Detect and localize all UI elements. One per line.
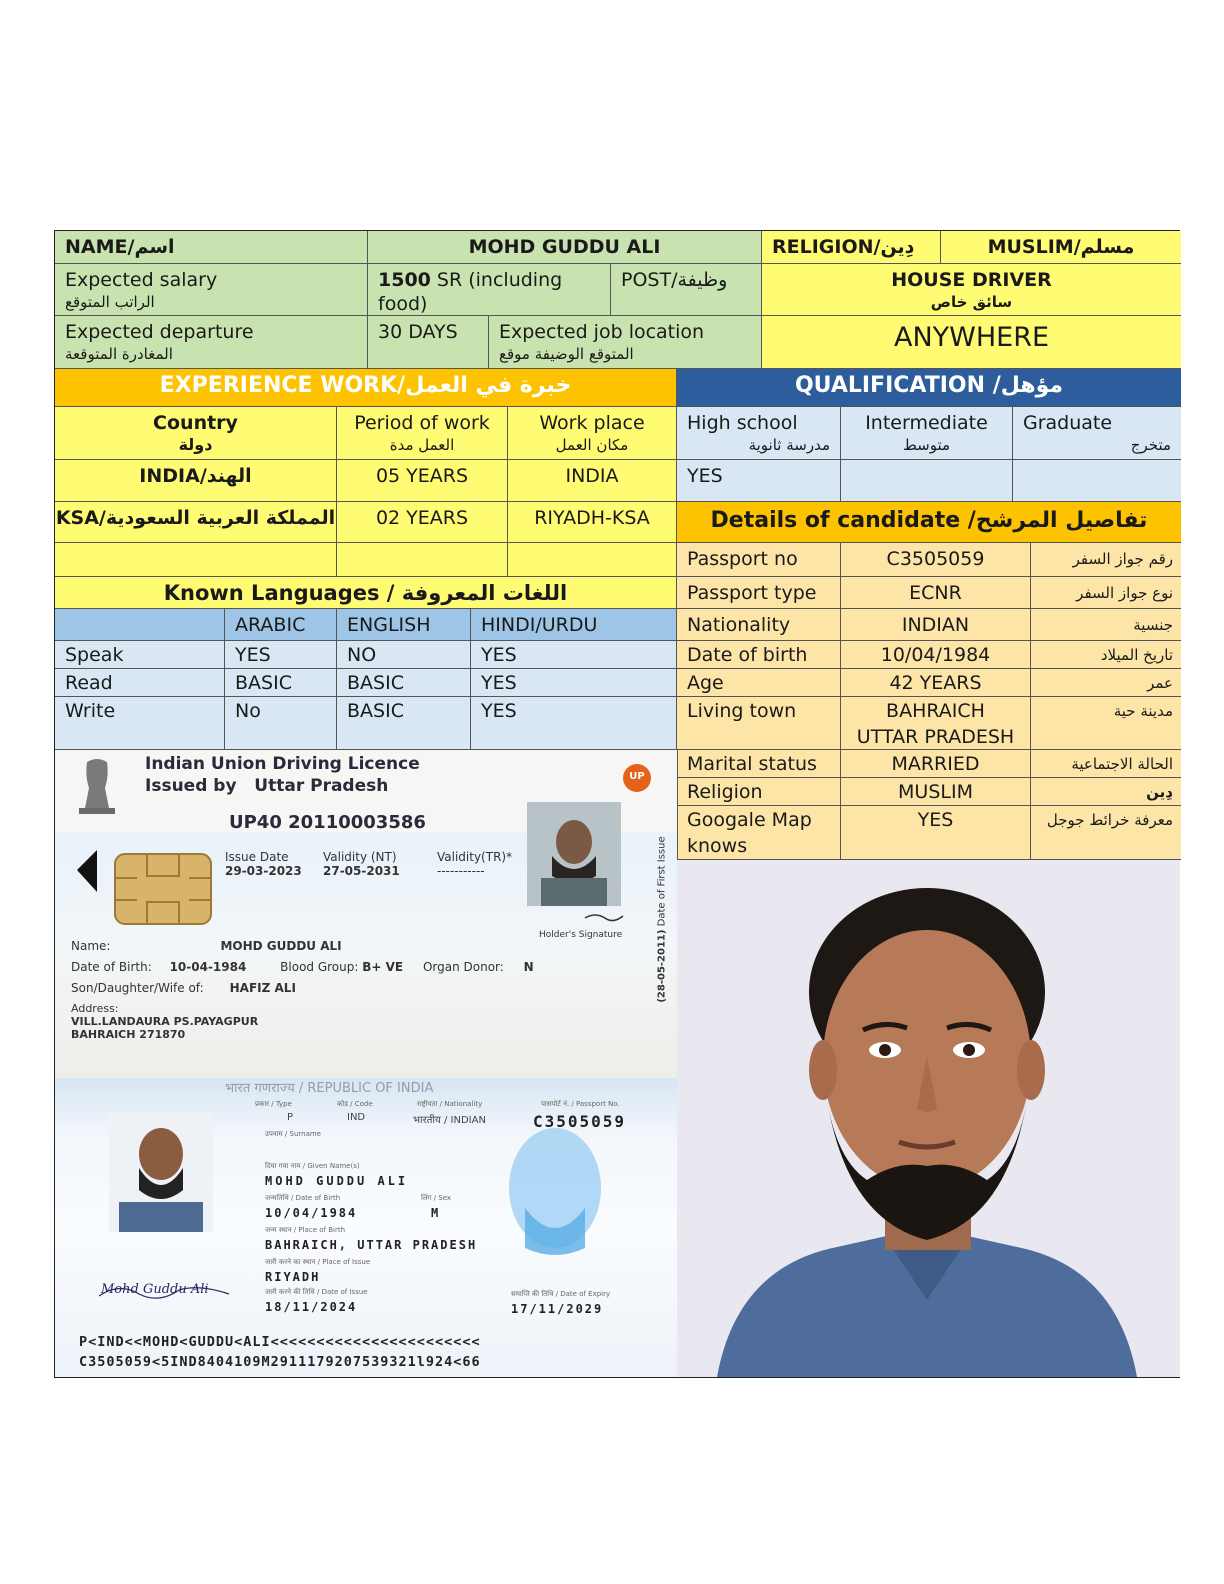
col-place-en: Work place <box>539 412 645 434</box>
licence-first-issue-value: (28-05-2011) <box>656 929 668 1003</box>
detail-town-value-line1: BAHRAICH <box>886 700 985 722</box>
exp-row3-period <box>337 543 508 577</box>
passport-surname-label: उपनाम / Surname <box>265 1130 321 1138</box>
col-period <box>337 407 508 460</box>
passport-pob-value: BAHRAICH, UTTAR PRADESH <box>265 1238 478 1252</box>
licence-relation-value: HAFIZ ALI <box>229 981 296 995</box>
lang-speak-label: Speak <box>55 641 225 669</box>
qual-graduate-value <box>1013 460 1181 502</box>
detail-map-label-line1: Googale Map <box>687 809 812 831</box>
detail-passport-no-value: C3505059 <box>841 543 1031 577</box>
passport-no-value: C3505059 <box>533 1112 627 1131</box>
licence-validity-nt-label: Validity (NT) <box>323 850 397 864</box>
passport-signature: Mohd Guddu Ali <box>101 1282 209 1297</box>
detail-town-ar: مدينة حية <box>1031 697 1181 750</box>
lang-speak-arabic: YES <box>225 641 337 669</box>
detail-nationality-ar: جنسية <box>1031 609 1181 641</box>
licence-fields <box>71 936 534 999</box>
col-place <box>508 407 677 460</box>
licence-first-issue <box>655 834 669 1018</box>
location-label-ar: المتوقع الوضيفة موقع <box>499 345 634 363</box>
passport-doi-label: जारी करने की तिथि / Date of Issue <box>265 1288 368 1296</box>
arrow-icon <box>77 850 97 892</box>
detail-religion-ar: دِين <box>1031 778 1181 806</box>
detail-religion-label: Religion <box>677 778 841 806</box>
detail-town-label: Living town <box>677 697 841 750</box>
licence-title1: Indian Union Driving Licence <box>145 754 420 774</box>
passport-nationality-value: भारतीय / INDIAN <box>413 1115 486 1126</box>
licence-relation-label: Son/Daughter/Wife of: <box>71 981 204 995</box>
passport-sex-value: M <box>431 1206 439 1220</box>
qual-highschool-ar: مدرسة ثانوية <box>748 436 830 454</box>
salary-value <box>368 264 611 316</box>
exp-row1-place: INDIA <box>508 460 677 502</box>
qual-intermediate-ar: متوسط <box>902 436 951 454</box>
exp-row3-place <box>508 543 677 577</box>
candidate-sheet <box>54 230 1180 1378</box>
licence-dob-label: Date of Birth: <box>71 960 152 974</box>
detail-passport-no-label: Passport no <box>677 543 841 577</box>
licence-title2: Issued by Uttar Pradesh <box>145 776 389 796</box>
salary-label-ar: الراتب المتوقع <box>65 293 155 311</box>
detail-map-label <box>677 806 841 860</box>
col-country-ar: دولة <box>178 435 213 454</box>
lang-header-arabic: ARABIC <box>225 609 337 641</box>
details-title: Details of candidate /تفاصيل المرشح <box>677 502 1181 543</box>
detail-passport-type-label: Passport type <box>677 577 841 609</box>
salary-amount: 1500 <box>378 269 431 291</box>
detail-passport-no-ar: رقم جواز السفر <box>1031 543 1181 577</box>
licence-blood-value: B+ VE <box>362 960 404 974</box>
departure-label: Expected departure <box>65 321 254 343</box>
detail-marital-value: MARRIED <box>841 750 1031 778</box>
passport-mrz2: C3505059<5IND8404109M2911179207539321l924<66 <box>79 1354 481 1370</box>
detail-nationality-label: Nationality <box>677 609 841 641</box>
religion-value: MUSLIM/مسلم <box>941 231 1181 264</box>
lang-read-hindi: YES <box>471 669 677 697</box>
passport-dob-label: जन्मतिथि / Date of Birth <box>265 1194 341 1202</box>
lang-write-arabic: No <box>225 697 337 750</box>
licence-validity-nt-value: 27-05-2031 <box>323 864 400 878</box>
detail-dob-ar: تاريخ الميلاد <box>1031 641 1181 669</box>
passport-image <box>55 1078 678 1377</box>
passport-code-value: IND <box>347 1112 366 1123</box>
detail-age-ar: عمر <box>1031 669 1181 697</box>
name-label: NAME/اسم <box>55 231 368 264</box>
detail-age-label: Age <box>677 669 841 697</box>
qual-graduate <box>1013 407 1181 460</box>
licence-holder-sig: Holder's Signature <box>539 930 623 940</box>
lang-header-blank <box>55 609 225 641</box>
licence-issue <box>225 850 302 878</box>
exp-row2-country: KSA/المملكة العربية السعودية <box>55 502 337 543</box>
lang-read-english: BASIC <box>337 669 471 697</box>
location-label: Expected job location <box>499 321 705 343</box>
qual-graduate-ar: متخرج <box>1130 436 1171 454</box>
passport-doe-value: 17/11/2029 <box>511 1302 604 1316</box>
exp-row1-period: 05 YEARS <box>337 460 508 502</box>
detail-age-value: 42 YEARS <box>841 669 1031 697</box>
col-period-ar: العمل مدة <box>389 436 455 454</box>
post-value-ar: سائق خاص <box>930 293 1013 311</box>
detail-marital-ar: الحالة الاجتماعية <box>1031 750 1181 778</box>
detail-dob-value: 10/04/1984 <box>841 641 1031 669</box>
licence-donor-value: N <box>523 960 534 974</box>
departure-label-ar: المغادرة المتوقعة <box>65 345 173 363</box>
location-label-cell <box>489 316 762 369</box>
detail-religion-value: MUSLIM <box>841 778 1031 806</box>
passport-no-label: पासपोर्ट नं. / Passport No. <box>541 1100 620 1108</box>
passport-sex-label: लिंग / Sex <box>421 1194 452 1202</box>
passport-given-label: दिया गया नाम / Given Name(s) <box>265 1162 360 1170</box>
passport-type-value: P <box>287 1112 294 1123</box>
licence-name-value: MOHD GUDDU ALI <box>220 939 342 953</box>
qual-intermediate <box>841 407 1013 460</box>
licence-issue-value: 29-03-2023 <box>225 864 302 878</box>
location-value: ANYWHERE <box>762 316 1181 369</box>
col-place-ar: مكان العمل <box>555 436 629 454</box>
detail-marital-label: Marital status <box>677 750 841 778</box>
licence-dob-value: 10-04-1984 <box>169 960 247 974</box>
licence-issue-label: Issue Date <box>225 850 289 864</box>
exp-row1-country: INDIA/الهند <box>55 460 337 502</box>
licence-address <box>71 1002 258 1041</box>
licence-validity-nt <box>323 850 400 878</box>
lang-read-arabic: BASIC <box>225 669 337 697</box>
licence-validity-tr <box>437 850 512 878</box>
qual-intermediate-en: Intermediate <box>865 412 988 434</box>
passport-nationality-label: राष्ट्रीयता / Nationality <box>417 1100 483 1108</box>
chip-icon <box>115 854 211 924</box>
detail-town-value-line2: UTTAR PRADESH <box>856 726 1015 748</box>
lang-speak-english: NO <box>337 641 471 669</box>
passport-mrz1: P<IND<<MOHD<GUDDU<ALI<<<<<<<<<<<<<<<<<<<<<<< <box>79 1334 481 1350</box>
lang-write-hindi: YES <box>471 697 677 750</box>
passport-pob-label: जन्म स्थान / Place of Birth <box>265 1226 346 1234</box>
passport-code-label: कोड / Code <box>337 1100 373 1108</box>
salary-note: SR (including food) <box>378 269 563 315</box>
passport-doi-value: 18/11/2024 <box>265 1300 358 1314</box>
licence-donor-label: Organ Donor: <box>422 960 504 974</box>
post-value-cell <box>762 264 1181 316</box>
passport-banner: भारत गणराज्य / REPUBLIC OF INDIA <box>225 1081 434 1096</box>
candidate-portrait <box>677 860 1180 1377</box>
religion-label: RELIGION/دِين <box>762 231 941 264</box>
qual-highschool-value: YES <box>677 460 841 502</box>
exp-row3-country <box>55 543 337 577</box>
detail-passport-type-ar: نوع جواز السفر <box>1031 577 1181 609</box>
passport-poi-value: RIYADH <box>265 1270 321 1284</box>
col-period-en: Period of work <box>354 412 490 434</box>
detail-map-label-line2: knows <box>687 835 748 857</box>
licence-validity-tr-value: ----------- <box>437 864 485 878</box>
licence-address-line1: VILL.LANDAURA PS.PAYAGPUR <box>71 1015 259 1028</box>
experience-title: EXPERIENCE WORK/خبرة في العمل <box>55 369 677 407</box>
licence-number: UP40 20110003586 <box>229 812 426 833</box>
departure-label-cell <box>55 316 368 369</box>
col-country-en: Country <box>153 412 238 434</box>
post-value: HOUSE DRIVER <box>891 269 1052 291</box>
lang-speak-hindi: YES <box>471 641 677 669</box>
licence-blood-label: Blood Group: <box>280 960 359 974</box>
qual-graduate-en: Graduate <box>1023 412 1113 434</box>
passport-doe-label: समाप्ति की तिथि / Date of Expiry <box>511 1290 611 1298</box>
passport-poi-label: जारी करने का स्थान / Place of Issue <box>265 1258 371 1266</box>
lang-write-english: BASIC <box>337 697 471 750</box>
passport-dob-value: 10/04/1984 <box>265 1206 358 1220</box>
lang-header-english: ENGLISH <box>337 609 471 641</box>
qual-intermediate-value <box>841 460 1013 502</box>
exp-row2-period: 02 YEARS <box>337 502 508 543</box>
lang-write-label: Write <box>55 697 225 750</box>
passport-given-value: MOHD GUDDU ALI <box>265 1174 409 1188</box>
col-country <box>55 407 337 460</box>
detail-map-ar: معرفة خرائط جوجل <box>1031 806 1181 860</box>
passport-type-label: प्रकार / Type <box>255 1100 292 1108</box>
driving-licence-image <box>55 750 678 1078</box>
licence-badge: UP <box>629 771 645 782</box>
licence-address-label: Address: <box>71 1002 119 1015</box>
salary-label: Expected salary <box>65 269 218 291</box>
qual-highschool-en: High school <box>687 412 798 434</box>
qualification-title: QUALIFICATION /مؤهل <box>677 369 1181 407</box>
detail-nationality-value: INDIAN <box>841 609 1031 641</box>
licence-first-issue-label: Date of First Issue <box>656 836 668 927</box>
detail-map-value: YES <box>841 806 1031 860</box>
licence-address-line2: BAHRAICH 271870 <box>71 1028 186 1041</box>
qual-highschool <box>677 407 841 460</box>
licence-name-label: Name: <box>71 939 111 953</box>
languages-title: Known Languages / اللغات المعروفة <box>55 577 677 609</box>
post-label: POST/وظيفة <box>611 264 762 316</box>
salary-label-cell <box>55 264 368 316</box>
candidate-photo <box>677 860 1180 1377</box>
detail-town-value <box>841 697 1031 750</box>
name-value: MOHD GUDDU ALI <box>368 231 762 264</box>
licence-validity-tr-label: Validity(TR)* <box>437 850 513 864</box>
detail-passport-type-value: ECNR <box>841 577 1031 609</box>
departure-value: 30 DAYS <box>368 316 489 369</box>
lang-header-hindi: HINDI/URDU <box>471 609 677 641</box>
exp-row2-place: RIYADH-KSA <box>508 502 677 543</box>
lang-read-label: Read <box>55 669 225 697</box>
detail-dob-label: Date of birth <box>677 641 841 669</box>
